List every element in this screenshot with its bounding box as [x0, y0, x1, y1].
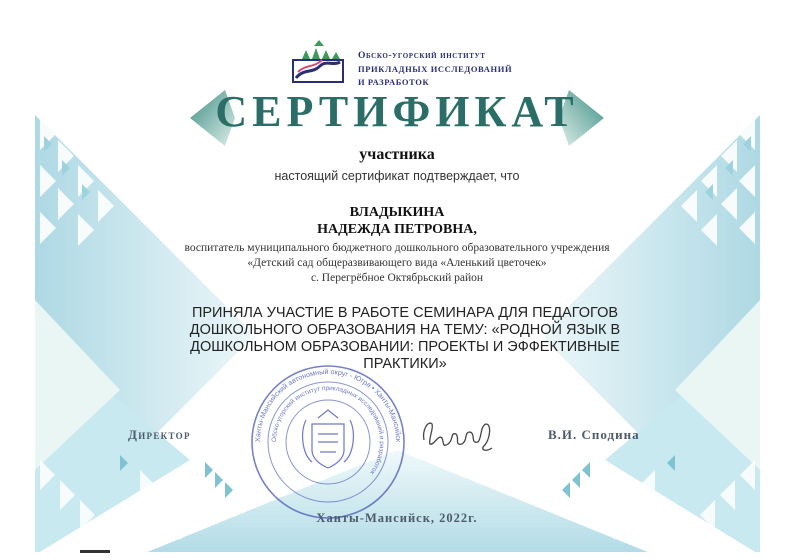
- handwritten-signature: [420, 410, 500, 456]
- org-line-3: И РАЗРАБОТОК: [358, 77, 430, 87]
- signer-name: В.И. Сподина: [548, 427, 640, 442]
- org-line-2: ПРИКЛАДНЫХ ИССЛЕДОВАНИЙ: [358, 64, 513, 74]
- place-and-date: Ханты-Мансийск, 2022г.: [316, 511, 478, 525]
- achievement-text: ПРИНЯЛА УЧАСТИЕ В РАБОТЕ СЕМИНАРА ДЛЯ ПЕДАГОГОВ ДОШКОЛЬНОГО ОБРАЗОВАНИЯ НА ТЕМУ: «РОДНОЙ ЯЗЫК В ДОШКОЛЬНОМ ОБРАЗОВАНИИ: ПРОЕКТЫ И ЭФФЕКТИВНЫЕ ПРАКТИКИ»: [189, 305, 621, 372]
- org-line-1: Обско-угорский институт: [358, 51, 486, 61]
- institute-logo-icon: [292, 40, 352, 86]
- certificate-title: СЕРТИФИКАТ: [215, 87, 579, 136]
- stamp-inner-text: Обско-угорский институт прикладных исследований и разработок: [270, 384, 386, 476]
- organization-name: [358, 50, 512, 89]
- position-line-3: с. Перегрёбное Октябрьский район: [310, 272, 484, 284]
- recipient-surname: ВЛАДЫКИНА: [349, 205, 445, 220]
- certificate-subtitle: участника: [359, 146, 435, 163]
- confirmation-text: настоящий сертификат подтверждает, что: [274, 169, 520, 183]
- coat-of-arms-icon: [303, 410, 354, 468]
- position-line-2: «Детский сад общеразвивающего вида «Аленький цветочек»: [247, 257, 547, 269]
- position-line-1: воспитатель муниципального бюджетного дошкольного образовательного учреждения: [184, 242, 610, 254]
- recipient-given-name: НАДЕЖДА ПЕТРОВНА,: [317, 222, 477, 237]
- stamp-outer-text: Ханты-Мансийский автономный округ - Югра • Ханты-Мансийск: [252, 366, 404, 443]
- recipient-name: [0, 204, 794, 238]
- signature-role: Директор: [128, 427, 191, 442]
- recipient-position: [0, 241, 794, 286]
- official-stamp: [248, 362, 408, 522]
